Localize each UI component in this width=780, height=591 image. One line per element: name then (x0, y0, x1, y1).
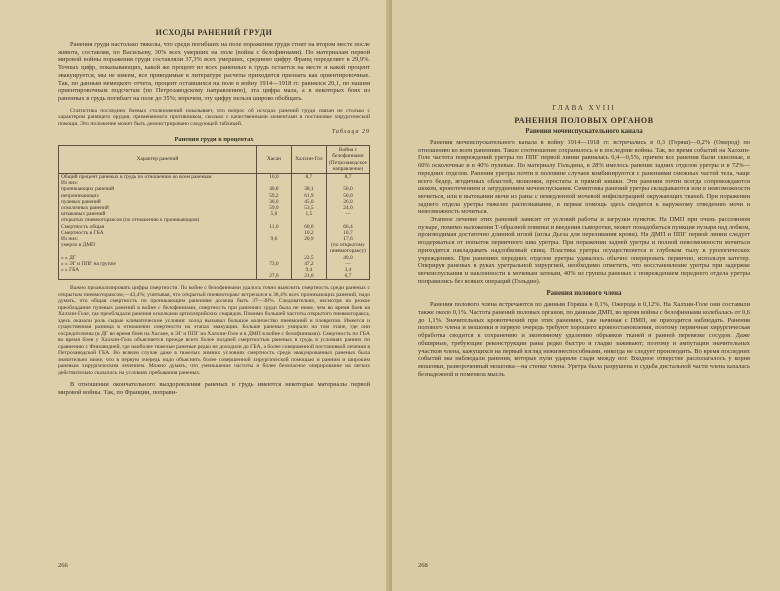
table-cell: (по открытому пневмотораксу) (326, 242, 369, 254)
right-paragraph-3: Ранения полового члена встречаются по данным Горяша в 0,1%, Ожерода в 0,12%. На Халхин-Голе они составили также около 0,1%. Частота ранений половых органов, по данным ДМП, во время войны с белофиннами колебалась от 0,6 до 1,1%. Значительных кровотечений при этих ранениях, уже начиная с ПМП, не приходится наблюдать. Ранения полового члена и мошонки в первую очередь требуют хорошего кровоостановления, поэтому первичная хирургическая обработка сводится к сохранению и экономному удалению обрывков тканей и ранней перевязке сосудов. Даже обширные, требующие реконструкции раны редко быстро и гладко заживают; поэтому и ампутации значительных участков члена, кажущихся на первый взгляд нежизнеспособными, никогда не следует производить. Во время последних событий мы наблюдали ранения, которые пули ударяли сзади между ног. Входное отверстие располагалось у корня мошонки, развороченный мошонка—на стенке члена. Уретра была разрушена и судьба дистальной части члена казалась безнадежной и поменяла мысль (418, 301, 750, 378)
table-cell: 40,0 (326, 255, 369, 261)
table-cell: 22,5 (291, 255, 326, 261)
table-row (59, 173, 370, 180)
table-cell: 11,0 (256, 224, 291, 230)
subsection-penis-title: Ранения полового члена (546, 290, 622, 298)
table-header-row (59, 146, 370, 174)
table-row (59, 273, 370, 280)
table-title: Ранения груди в процентах (174, 136, 254, 144)
table-cell: 9,4 (291, 267, 326, 273)
table-cell: 38,1 (291, 186, 326, 192)
table-cell: 17,6 (326, 236, 369, 242)
table-cell: 59,0 (256, 205, 291, 211)
table-cell: 3,4 (326, 267, 369, 273)
table-row-label: Из них: (59, 236, 257, 242)
table-caption: Таблица 29 (331, 129, 370, 136)
table-row-label: Из них: (59, 180, 257, 186)
left-stats-note: Статистика последних боевых столкновений показывает, что вопрос об исходах ранений груди связан не столько с характером ранящего орудия, применяемого противником, сколько с качественными моментами в постановке хирургической помощи. Это положение может быть демонстрировано следующей таблицей. (58, 107, 370, 127)
table-cell: 61,9 (291, 193, 326, 199)
right-paragraph-1: Ранения мочеиспускательного канала в войну 1914—1918 гг. встречались в 0,3 (Горяш)—0,2% (Ожерод) по отношению ко всем ранениям. Такое соотношение сохранилось и в последние войны. Так, во время событий на Халхин-Голе частота повреждений уретры по ППГ первой линии равнялась 0,4—0,5%, причем все ранения были сквозные, в 60% осколочные и в 40% пулевые. По материалу Гольдина, в 28% имелось ранение задних отделов уретры и в 72%—передних отделов. Ранения уретры почти в половине случаев комбинируются с ранениями смежных частей тела, чаще всего бедер, ягодичных областей, мошонки, простаты и прямой кишки. Эти ранения почти всегда сопровождаются шоком, кровотечением и затруднением мочеиспускания. Симптомы ранений уретры складываются или в невозможности мочиться, или в вытекании мочи из раны с немедленной мочевой инфильтрацией окружающих тканей. При поражении заднего отдела уретры тяжелее распознавание, и первая помощь здесь сводится к наружному отведению мочи и невозможность мочиться. (418, 139, 750, 216)
table-cell: 73,0 (256, 261, 291, 267)
right-page-number: 268 (418, 562, 428, 569)
table-cell: 10,2 (291, 230, 326, 236)
table-cell: 9,6 (256, 236, 291, 242)
table-cell (291, 242, 326, 254)
left-heading: ИСХОДЫ РАНЕНИЙ ГРУДИ (155, 28, 273, 37)
table-row-label: пулевых ранений (59, 199, 257, 205)
table-cell: 8,7 (326, 173, 369, 180)
table-cell: 21,0 (291, 273, 326, 280)
table-cell: 1,5 (291, 211, 326, 217)
table-row-label: осколочных ранений (59, 205, 257, 211)
table-row-label: Смертность в ГБА (59, 230, 257, 236)
table-header-cell: Война с белофиннами (Петрозаводское направление) (326, 146, 369, 174)
table-cell: 27,0 (256, 273, 291, 280)
left-intro-paragraph: Ранения груди настолько тяжелы, что среди погибших на поле поражения груди стоит на втором месте после живота, составляя, по Васильеву, 30% всех умерших на поле (война с белофиннами). По материалам первой мировой войны поражения груди составляли 37,3% всех умерших, среднюю цифру Франц определяет в 29,9%. Точных цифр, показывающих, какой же процент из всех раненных в грудь остается на месте и какой процент эвакуируется, мы не имеем, все приводимые в литературе расчеты приходится признать как ориентировочные. Так, по данным немецкого отчета, процент оставшихся на поле в войну 1914—1918 гг. равнялся 20,1, по нашим ориентировочным подсчетам (по Петрозаводскому направлению), эта цифра мала, а в некоторых боях из раненных в грудь погибает на поле до 35%; впрочем, эту цифру нельзя широко обобщать. (58, 41, 370, 102)
left-closing-paragraph: В отношении окончательного выздоровления раненых в грудь имеются некоторые материалы первой мировой войны. Так, по Франции, поправи- (58, 381, 370, 397)
table-row (59, 242, 370, 254)
table-row-label: Смертность общая (59, 224, 257, 230)
table-cell: 50,0 (326, 193, 369, 199)
right-page (392, 0, 780, 591)
table-header-cell: Характер ранений (59, 146, 257, 174)
table-cell: 50,0 (326, 186, 369, 192)
table-cell: 40,8 (256, 186, 291, 192)
table-cell: 8,7 (291, 173, 326, 180)
table-cell (256, 242, 291, 254)
table-row-label: проникающих ранений (59, 186, 257, 192)
table-cell: 53,5 (291, 205, 326, 211)
table-header-cell: Халхин-Гол (291, 146, 326, 174)
table-cell: 60,0 (291, 224, 326, 230)
table-cell: 10,0 (256, 173, 291, 180)
table-row-label: » » ГБА (59, 267, 257, 273)
subsection-urethra-title: Ранения мочеиспускательного канала (525, 128, 643, 135)
table-cell: — (326, 211, 369, 217)
table-cell: 59,2 (256, 193, 291, 199)
table-cell: 36,0 (256, 199, 291, 205)
table-row-label: непроникающих (59, 193, 257, 199)
table-cell: 6,7 (326, 273, 369, 280)
table-row-label: открытых пневмотораксов (по отношению к проникающим) (59, 217, 257, 223)
table-cell: 45,0 (291, 199, 326, 205)
table-row-label: » » ДГ (59, 255, 257, 261)
table-cell: 24,0 (326, 205, 369, 211)
chapter-label: ГЛАВА XVIII (552, 104, 616, 112)
table-cell: 20,9 (291, 236, 326, 242)
table-cell: 5,0 (256, 211, 291, 217)
table-row-label: Общий процент раненых в грудь по отношению ко всем раненым (59, 173, 257, 180)
table-row-label: умерло в ДМП (59, 242, 257, 254)
table-cell: 66,4 (326, 224, 369, 230)
table-cell: 10,7 (326, 230, 369, 236)
table-cell: 26,0 (326, 199, 369, 205)
table-cell: — (326, 261, 369, 267)
table-row-label: » » ЭГ и ППГ на группе (59, 261, 257, 267)
table-row-label: штыковых ранений (59, 211, 257, 217)
wound-statistics-table (58, 145, 370, 280)
right-paragraph-2: Этапное лечение этих ранений зависит от условий работы и загрузки пунктов. На ПМП при очень рассеянном пузыре, помимо наложения Т-образной повязки и введения сыворотки, может понадобиться пункция пузыря над лобком, производимая достаточно длинной иглой (иглы Дьеза для переливания крови). На ДМП и ППГ первой линии следует воздержаться от попыток первичного шва уретры. При поражении задней уретры и полной невозможности мочиться приходится накладывать надлобковый свищ. Пластика уретры осуществляется в глубоком тылу в урологических учреждениях. При ранениях передних отделов уретры удавалось обычно оперировать первично, используя катетер. Оперируя раненых в руках уретральной хирургией, необходимо отметить, что восстановление уретры при задержке мочеиспускания и наклонности к мочевым затекам, 40% из группы раненых с повреждением переднего отдела уретры поправились без всяких операций (Гольдин). (418, 216, 750, 285)
left-page-number: 266 (58, 562, 68, 569)
table-row-label (59, 273, 257, 280)
section-title: РАНЕНИЯ ПОЛОВЫХ ОРГАНОВ (514, 116, 654, 125)
table-header-cell: Хасан (256, 146, 291, 174)
table-cell: 47,2 (291, 261, 326, 267)
left-analysis-paragraph: Важно проанализировать цифры смертности. По войне с белофиннами удалось точно выяснить смертность среди раненых с открытым пневмотораксом,—43,4%; учитывая, что открытый пневмоторакс встречался в 38,4% всех проникающих ранений, надо думать, что общая смертность по проникающим ранениям должна быть 37—38%. Следовательно, несмотря на резкое преобладание пулевых ранений в войне с белофиннами, смертность при ранениях груди была не ниже, чем во время боев на Халхин-Голе, где преобладали ранения осколками артиллерийских снарядов. Помимо большей частоты открытого пневмоторакса, здесь оказали роль сырые климатические условия: холод вызывал большое количество пневмоний и плевритов. Имеется и существенная разница в отношении смертности на этапах эвакуации. Больше раненых умирало на том этапе, где они сосредоточены (в ДГ во время боев на Хасане, в ЭГ и ППГ на Халхин-Голе и в ДМП в войне с белофиннами). Смертность по ГБА во время боев у Халхин-Гола объясняется прежде всего более поздней смертностью раненых в грудь в условиях ранних по сравнению с Финляндией, где наиболее тяжелые раненые редко не доходили до ГБА, а более совершенной постановкой лечения в Петрозаводской ГБА. Во всяком случае даже в тяжелых зимних условиях смертность среди эвакуированных раненых была значительно ниже, что в первую очередь надо объяснить более совершенной хирургической помощью и ранним и широким раневым хирургическим лечением. Можно думать, что уменьшение частоты и более безопасное оперирование на легких действительно сказалось на условиях пребывания раненых. (58, 285, 370, 376)
